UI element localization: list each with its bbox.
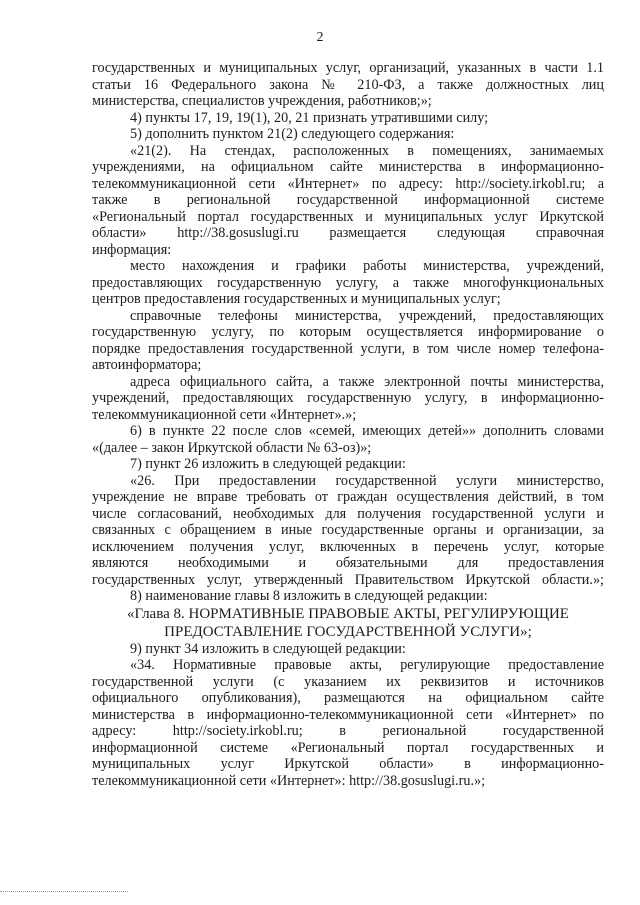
text-line: адреса официального сайта, а также электронной почты министерства,	[130, 373, 604, 390]
footer-rule	[0, 891, 128, 892]
chapter-heading-line: «Глава 8. НОРМАТИВНЫЕ ПРАВОВЫЕ АКТЫ, РЕГУЛИРУЮЩИЕ	[127, 605, 569, 622]
text-line: являются необходимыми и обязательными для предоставления	[92, 555, 604, 571]
text-line: адресу: http://society.irkobl.ru; в региональной государственной	[92, 723, 604, 739]
document-body	[92, 60, 604, 789]
text-line: 9) пункт 34 изложить в следующей редакции:	[130, 640, 406, 657]
text-line: информационной системе «Региональный портал государственных и	[92, 739, 604, 756]
text-line: числе согласований, необходимых для получения государственной услуги и	[92, 505, 604, 522]
chapter-heading-line: ПРЕДОСТАВЛЕНИЕ ГОСУДАРСТВЕННОЙ УСЛУГИ»;	[164, 623, 532, 640]
text-line: «26. При предоставлении государственной услуги министерство,	[130, 472, 604, 489]
text-line: государственную услугу, по которым осуществляется информирование о	[92, 324, 604, 340]
text-line: учреждение не вправе требовать от граждан осуществления действий, в том	[92, 489, 604, 505]
text-line: также в региональной государственной информационной системе	[92, 192, 604, 208]
text-line: министерства, специалистов учреждения, работников;»;	[92, 93, 432, 109]
text-line: информация:	[92, 241, 172, 258]
text-line: предоставляющих государственную услугу, а также многофункциональных	[92, 274, 604, 291]
text-line: официального опубликования), размещаются на официальном сайте	[92, 690, 604, 706]
text-line: связанных с обращением в иные государственные органы и организации, за	[92, 522, 604, 538]
text-line: место нахождения и графики работы министерства, учреждений,	[130, 258, 604, 274]
text-line: порядке предоставления государственной услуги, в том числе номер телефона-	[92, 340, 604, 357]
text-line: министерства в информационно-телекоммуникационной сети «Интернет» по	[92, 706, 604, 723]
page-number: 2	[316, 30, 324, 45]
text-line: телекоммуникационной сети «Интернет» по адресу: http://society.irkobl.ru; а	[92, 175, 604, 192]
text-line: 6) в пункте 22 после слов «семей, имеющих детей»» дополнить словами	[130, 423, 604, 439]
text-line: «21(2). На стендах, расположенных в помещениях, занимаемых	[130, 142, 604, 159]
text-line: 7) пункт 26 изложить в следующей редакции:	[130, 456, 406, 472]
text-line: автоинформатора;	[92, 357, 202, 373]
text-line: государственных и муниципальных услуг, организаций, указанных в части 1.1	[92, 60, 604, 76]
text-line: государственных услуг, утвержденный Правительством Иркутской области.»;	[92, 571, 604, 588]
text-line: «34. Нормативные правовые акты, регулирующие предоставление	[130, 657, 604, 673]
text-line: учреждениями, на официальном сайте министерства в информационно-	[92, 159, 604, 175]
text-line: телекоммуникационной сети «Интернет».»;	[92, 406, 357, 423]
text-line: учреждений, предоставляющих государственную услугу, в информационно-	[92, 390, 604, 406]
text-line: телекоммуникационной сети «Интернет»: http://38.gosuslugi.ru.»;	[92, 772, 486, 789]
text-line: «(далее – закон Иркутской области № 63-оз)»;	[92, 439, 372, 456]
text-line: исключением получения услуг, включенных в перечень услуг, которые	[92, 538, 604, 555]
text-line: области» http://38.gosuslugi.ru размещается следующая справочная	[92, 225, 604, 241]
text-line: 4) пункты 17, 19, 19(1), 20, 21 признать утратившими силу;	[130, 109, 489, 126]
text-line: центров предоставления государственных и муниципальных услуг;	[92, 291, 501, 307]
text-line: «Региональный портал государственных и муниципальных услуг Иркутской	[92, 208, 604, 225]
text-line: муниципальных услуг Иркутской области» в информационно-	[92, 756, 604, 772]
text-line: государственной услуги (с указанием их реквизитов и источников	[92, 673, 604, 690]
text-line: 8) наименование главы 8 изложить в следующей редакции:	[130, 588, 488, 604]
text-line: справочные телефоны министерства, учреждений, предоставляющих	[130, 307, 604, 324]
text-line: 5) дополнить пунктом 21(2) следующего содержания:	[130, 126, 455, 142]
text-line: статьи 16 Федерального закона № 210-ФЗ, а также должностных лиц	[92, 76, 604, 93]
